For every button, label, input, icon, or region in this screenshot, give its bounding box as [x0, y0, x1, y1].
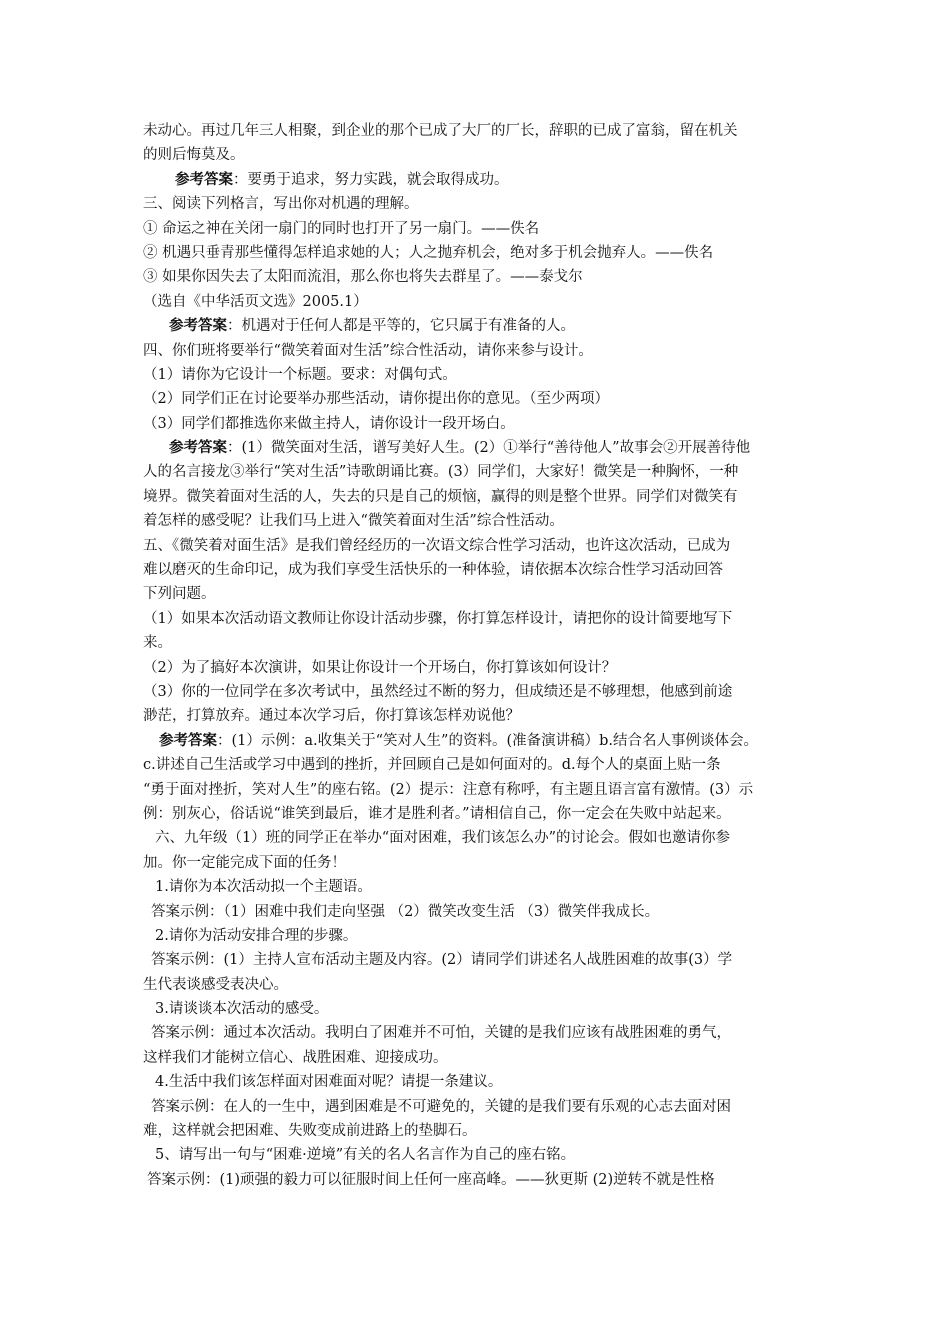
- document-page: [143, 119, 811, 1192]
- quote-line: ② 机遇只垂青那些懂得怎样追求她的人；人之抛弃机会，绝对多于机会抛弃人。——佚名: [143, 244, 714, 261]
- text-line: 着怎样的感受呢？让我们马上进入“微笑着面对生活”综合性活动。: [143, 513, 564, 530]
- answer-text: ：要勇于追求，努力实践，就会取得成功。: [233, 171, 509, 188]
- task-line: 1.请你为本次活动拟一个主题语。: [155, 879, 372, 896]
- section-heading: 六、九年级（1）班的同学正在举办“面对困难，我们该怎么办”的讨论会。假如也邀请你参: [155, 830, 731, 847]
- text-line: 未动心。再过几年三人相聚，到企业的那个已成了大厂的厂长，辞职的已成了富翁，留在机关: [143, 123, 738, 139]
- example-answer: 答案示例：(1)顽强的毅力可以征服时间上任何一座高峰。——狄更斯 (2)逆转不就是性格: [147, 1171, 715, 1188]
- text-line: 加。你一定能完成下面的任务！: [143, 854, 346, 871]
- example-answer: 答案示例：(1）主持人宣布活动主题及内容。(2）请同学们讲述名人战胜困难的故事(3）学: [151, 952, 733, 969]
- text-line: 境界。微笑着面对生活的人，失去的只是自己的烦恼，赢得的则是整个世界。同学们对微笑有: [143, 488, 738, 505]
- example-answer: 答案示例：在人的一生中，遇到困难是不可避免的，关键的是我们要有乐观的心志去面对困: [151, 1098, 731, 1115]
- text-line: 渺茫，打算放弃。通过本次学习后，你打算该怎样劝说他？: [143, 708, 520, 725]
- text-line: 这样我们才能树立信心、战胜困难、迎接成功。: [143, 1049, 448, 1066]
- text-line: “勇于面对挫折，笑对人生”的座右铭。(2）提示：注意有称呼，有主题且语言富有激情。(3）示: [143, 781, 754, 798]
- text-line: 的则后悔莫及。: [143, 147, 245, 164]
- section-heading: 三、阅读下列格言，写出你对机遇的理解。: [143, 196, 419, 213]
- task-line: 3.请谈谈本次活动的感受。: [155, 1001, 329, 1018]
- answer-label: 参考答案: [159, 731, 217, 749]
- text-line: 难以磨灭的生命印记，成为我们享受生活快乐的一种体验，请依据本次综合性学习活动回答: [143, 562, 723, 579]
- answer-label: 参考答案: [169, 317, 227, 335]
- question-line: （3）你的一位同学在多次考试中，虽然经过不断的努力，但成绩还是不够理想，他感到前途: [143, 683, 733, 700]
- question-line: （1）请你为它设计一个标题。要求：对偶句式。: [143, 366, 457, 383]
- answer-line: [143, 729, 811, 753]
- question-line: （3）同学们都推选你来做主持人，请你设计一段开场白。: [143, 415, 515, 432]
- answer-text: ：机遇对于任何人都是平等的，它只属于有准备的人。: [227, 318, 575, 335]
- answer-label: 参考答案: [169, 439, 227, 457]
- text-line: 人的名言接龙③举行“笑对生活”诗歌朗诵比赛。(3）同学们，大家好！微笑是一种胸怀，一种: [143, 464, 739, 481]
- text-line: 例：别灰心，俗话说“谁笑到最后，谁才是胜利者。”请相信自己，你一定会在失败中站起来。: [143, 805, 731, 822]
- answer-line: [143, 314, 811, 338]
- example-answer: 答案示例：通过本次活动。我明白了困难并不可怕，关键的是我们应该有战胜困难的勇气，: [151, 1025, 731, 1042]
- answer-label: 参考答案: [175, 170, 233, 188]
- quote-line: ① 命运之神在关闭一扇门的同时也打开了另一扇门。——佚名: [143, 220, 540, 237]
- answer-line: [143, 436, 811, 460]
- text-line: 下列问题。: [143, 586, 216, 603]
- text-line: 生代表谈感受表决心。: [143, 976, 288, 993]
- question-line: （2）为了搞好本次演讲，如果让你设计一个开场白，你打算该如何设计？: [143, 659, 617, 676]
- text-line: 来。: [143, 635, 172, 652]
- example-answer: 答案示例：（1）困难中我们走向坚强 （2）微笑改变生活 （3）微笑伴我成长。: [151, 903, 660, 920]
- task-line: 4.生活中我们该怎样面对困难面对呢？请提一条建议。: [155, 1074, 503, 1091]
- question-line: （2）同学们正在讨论要举办那些活动，请你提出你的意见。（至少两项）: [143, 391, 609, 408]
- answer-text: ：(1）微笑面对生活，谱写美好人生。(2）①举行“善待他人”故事会②开展善待他: [227, 440, 751, 457]
- source-line: （选自《中华活页文选》2005.1）: [143, 293, 368, 310]
- text-line: c.讲述自己生活或学习中遇到的挫折，并回顾自己是如何面对的。d.每个人的桌面上贴一条: [143, 757, 721, 774]
- answer-line: [143, 168, 811, 192]
- section-heading: 四、你们班将要举行“微笑着面对生活”综合性活动，请你来参与设计。: [143, 342, 593, 359]
- section-heading: 五、《微笑着对面生活》是我们曾经经历的一次语文综合性学习活动，也许这次活动，已成为: [143, 537, 731, 554]
- question-line: （1）如果本次活动语文教师让你设计活动步骤，你打算怎样设计，请把你的设计简要地写下: [143, 610, 733, 627]
- quote-line: ③ 如果你因失去了太阳而流泪，那么你也将失去群星了。——泰戈尔: [143, 269, 583, 286]
- text-line: 难，这样就会把困难、失败变成前进路上的垫脚石。: [143, 1123, 477, 1140]
- task-line: 2.请你为活动安排合理的步骤。: [155, 927, 358, 944]
- task-line: 5、请写出一句与“困难·逆境”有关的名人名言作为自己的座右铭。: [155, 1147, 576, 1164]
- answer-text: ：(1）示例：a.收集关于“笑对人生”的资料。(准备演讲稿）b.结合名人事例谈体会。: [217, 732, 759, 749]
